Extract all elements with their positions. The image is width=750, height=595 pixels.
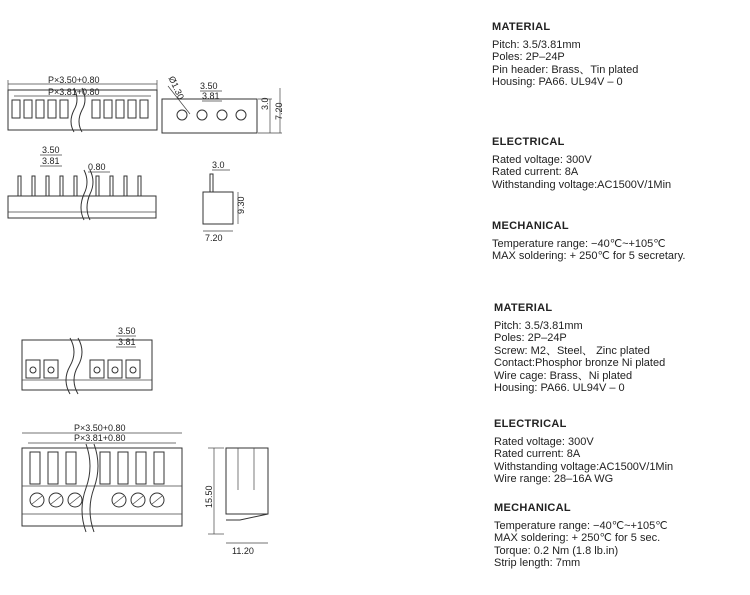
bottom-material-line-6: Housing: PA66. UL94V – 0 [494,382,625,394]
dim-p381-top: P×3.81+0.80 [48,87,100,97]
dim-side-350: 3.50 [200,81,218,91]
bottom-electrical-line-2: Rated current: 8A [494,448,581,460]
dim-side-30: 3.0 [260,97,270,110]
header-pins [18,176,141,196]
bottom-electrical-section [494,418,673,486]
dim-front-381: 3.81 [42,156,60,166]
dim-side-720: 7.20 [274,102,284,120]
top-electrical-line-3: Withstanding voltage:AC1500V/1Min [492,178,672,191]
top-electrical-heading: ELECTRICAL [492,136,565,148]
bottom-material-line-3: Screw: M2、Steel、 Zinc plated [494,344,650,357]
top-material-line-1: Pitch: 3.5/3.81mm [492,38,581,51]
dim-pin-930: 9.30 [236,196,246,214]
bottom-mechanical-section [494,502,668,570]
bottom-mechanical-heading: MECHANICAL [494,502,571,514]
bottom-material-line-2: Poles: 2P–24P [494,332,567,344]
bottom-electrical-line-4: Wire range: 28–16A WG [494,473,614,485]
plug-top-view [22,423,182,532]
dim-front-080: 0.80 [88,162,106,172]
plug-side-view [204,448,268,556]
bottom-material-heading: MATERIAL [494,302,553,314]
bottom-material-line-4: Contact:Phosphor bronze Ni plated [494,357,666,369]
bottom-material-line-1: Pitch: 3.5/3.81mm [494,319,583,332]
top-mechanical-section [492,220,685,263]
top-electrical-line-1: Rated voltage: 300V [492,153,592,166]
dim-front-350: 3.50 [42,145,60,155]
bottom-mechanical-line-3: Torque: 0.2 Nm (1.8 lb.in) [494,544,619,557]
top-material-section [492,21,638,89]
header-front-view [8,145,156,220]
bottom-electrical-line-1: Rated voltage: 300V [494,435,594,448]
dim-pin-30: 3.0 [212,160,225,170]
top-material-heading: MATERIAL [492,21,551,33]
header-top-view [8,75,157,132]
dim-plug-381: 3.81 [118,337,136,347]
top-electrical-section [492,136,671,191]
bottom-mechanical-line-1: Temperature range: −40℃~+105℃ [494,519,668,532]
bottom-material-section [494,302,665,395]
top-electrical-line-2: Rated current: 8A [492,166,579,178]
dim-p350-top: P×3.50+0.80 [48,75,100,85]
plug-front-cells [26,360,140,378]
dim-plug-p381: P×3.81+0.80 [74,433,126,443]
header-side-view [162,75,284,133]
top-spec-column [492,21,638,89]
top-material-line-4: Housing: PA66. UL94V – 0 [492,76,623,88]
top-mechanical-line-1: Temperature range: −40℃~+105℃ [492,237,666,250]
dim-plug-1120: 11.20 [232,546,254,556]
dim-plug-p350: P×3.50+0.80 [74,423,126,433]
bottom-mechanical-line-4: Strip length: 7mm [494,557,581,569]
bottom-mechanical-line-2: MAX soldering: + 250℃ for 5 sec. [494,532,661,544]
top-mechanical-line-2: MAX soldering: + 250℃ for 5 secretary. [492,250,686,262]
dim-dia: Ø1.30 [166,74,187,101]
top-material-line-3: Pin header: Brass、Tin plated [492,63,639,76]
top-mechanical-heading: MECHANICAL [492,220,569,232]
bottom-electrical-heading: ELECTRICAL [494,418,567,430]
top-material-line-2: Poles: 2P–24P [492,51,565,63]
bottom-material-line-5: Wire cage: Brass、Ni plated [494,369,633,382]
dim-pin-720: 7.20 [205,233,223,243]
pin-side-view [203,160,246,243]
dim-side-381: 3.81 [202,91,220,101]
dim-plug-350: 3.50 [118,326,136,336]
bottom-electrical-line-3: Withstanding voltage:AC1500V/1Min [494,460,674,473]
plug-front-view [22,326,152,394]
dim-plug-1550: 15.50 [204,485,214,508]
